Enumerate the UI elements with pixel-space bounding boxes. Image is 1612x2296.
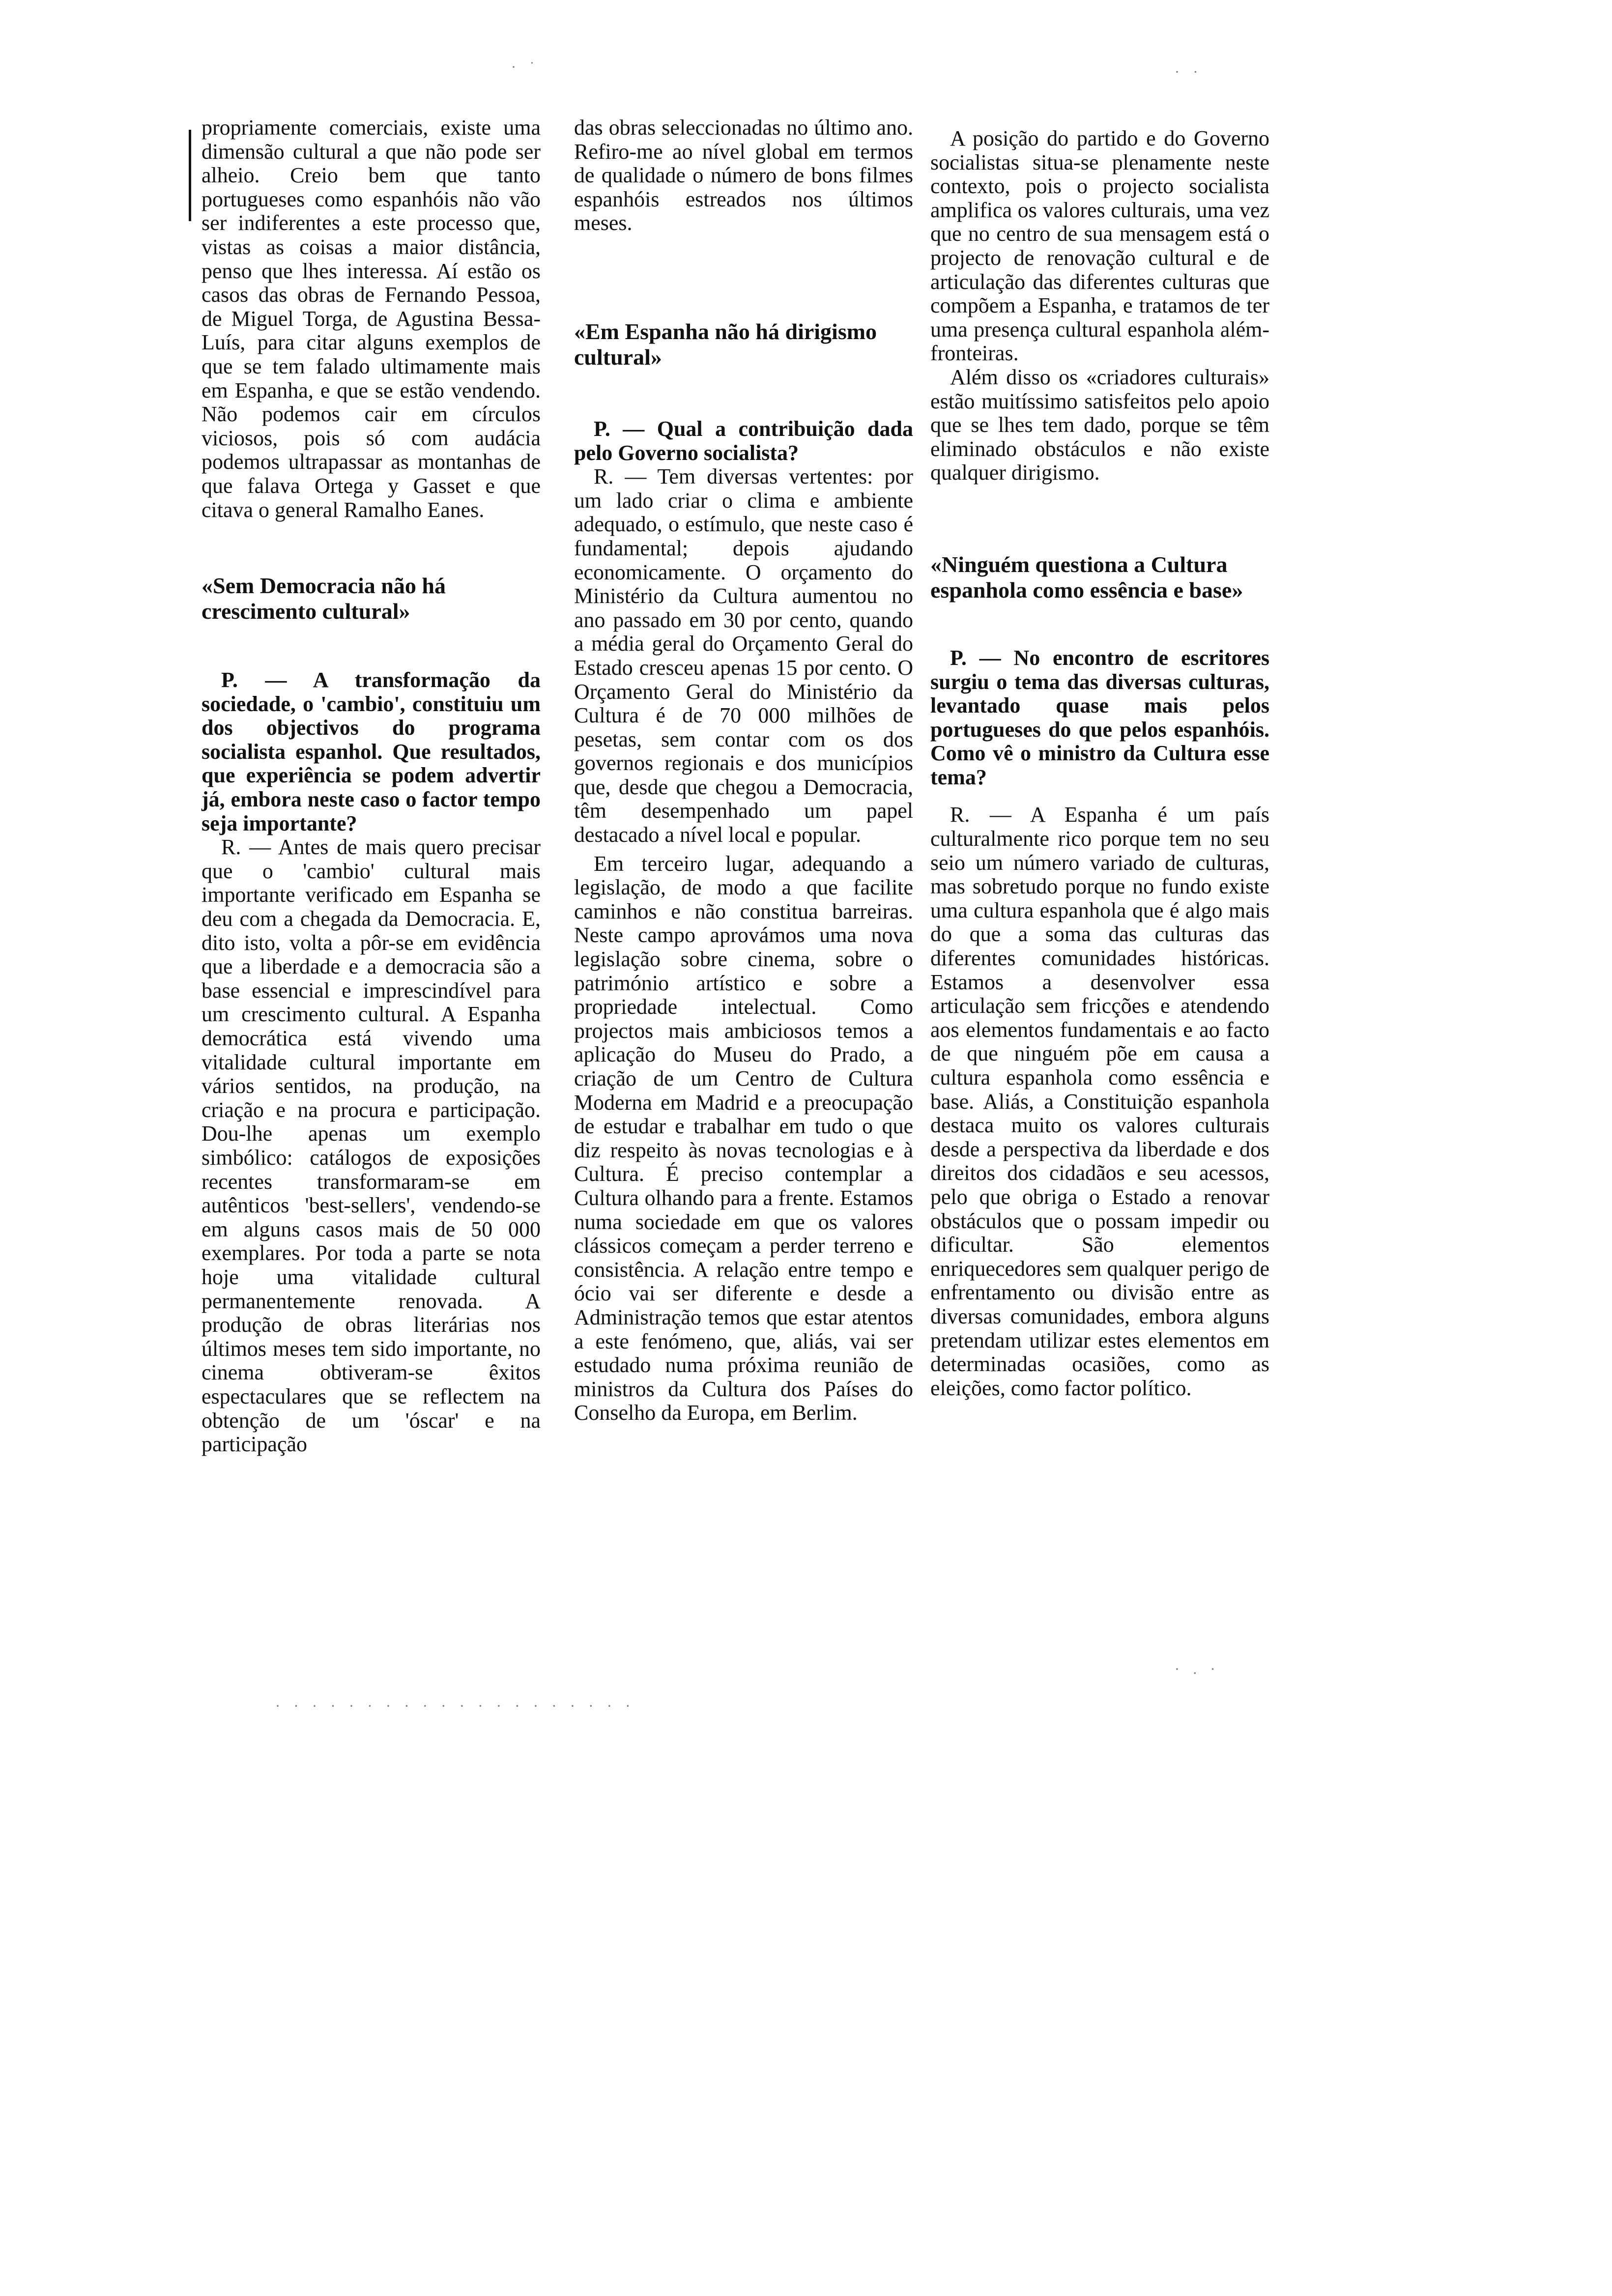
scan-noise: · · <box>1175 64 1203 80</box>
section-heading: «Sem Democracia não há crescimento cultural» <box>202 573 446 624</box>
section-heading: «Ninguém questiona a Cultura espanhola como essência e base» <box>930 551 1243 603</box>
section-heading: «Em Espanha não há dirigismo cultural» <box>574 318 877 370</box>
paragraph: Além disso os «criadores culturais» estão muitíssimo satisfeitos pelo apoio que se lhes tem dado, porque se têm eliminado obstáculos e não existe qualquer dirigismo. <box>930 365 1269 485</box>
interview-question: P. — No encontro de escritores surgiu o tema das diversas culturas, levantado quase mais pelos portugueses do que pelos espanhóis. Como vê o ministro da Cultura esse tema? <box>930 645 1269 789</box>
scan-noise: · . · <box>1175 1661 1220 1677</box>
interview-question: P. — Qual a contribuição dada pelo Governo socialista? <box>574 416 913 465</box>
interview-question: P. — A transformação da sociedade, o 'cambio', constituiu um dos objectivos do programa socialista espanhol. Que resultados, que experiência se podem advertir já, embora neste caso o factor tempo seja importante? <box>202 668 541 835</box>
article-column-1 <box>202 116 541 1457</box>
article-column-3 <box>930 127 1269 1400</box>
scan-noise: · · · · · · · · · · · · · · · · · · · · <box>275 1698 635 1714</box>
paragraph: Em terceiro lugar, adequando a legislação, de modo a que facilite caminhos e não constitua barreiras. Neste campo aprovámos uma nova legislação sobre cinema, sobre o património artístico e sobre a propriedade intelectual. Como projectos mais ambiciosos temos a aplicação do Museu do Prado, a criação de um Centro de Cultura Moderna em Madrid e a preocupação de estudar e trabalhar em tudo o que diz respeito às novas tecnologias e à Cultura. É preciso contemplar a Cultura olhando para a frente. Estamos numa sociedade em que os valores clássicos começam a perder terreno e consistência. A relação entre tempo e ócio vai ser diferente e desde a Administração temos que estar atentos a este fenómeno, que, aliás, vai ser estudado numa próxima reunião de ministros da Cultura dos Países do Conselho da Europa, em Berlim. <box>574 851 913 1425</box>
interview-answer: R. — Antes de mais quero precisar que o 'cambio' cultural mais importante verificado em Espanha se deu com a chegada da Democracia. E, dito isto, volta a pôr-se em evidência que a liberdade e a democracia são a base essencial e imprescindível para um crescimento cultural. A Espanha democrática está vivendo uma vitalidade cultural importante em vários sentidos, na produção, na criação e na procura e participação. Dou-lhe apenas um exemplo simbólico: catálogos de exposições recentes transformaram-se em autênticos 'best-sellers', vendendo-se em alguns casos mais de 50 000 exemplares. Por toda a parte se nota hoje uma vitalidade cultural permanentemente renovada. A produção de obras literárias nos últimos meses tem sido importante, no cinema obtiveram-se êxitos espectaculares que se reflectem na obtenção de um 'óscar' e na participação <box>202 835 541 1457</box>
margin-rule <box>189 130 191 221</box>
scan-noise: · ˙ <box>511 59 540 75</box>
paragraph: propriamente comerciais, existe uma dimensão cultural a que não pode ser alheio. Creio bem que tanto portugueses como espanhóis não vão ser indiferentes a este processo que, vistas as coisas a maior distância, penso que lhes interessa. Aí estão os casos das obras de Fernando Pessoa, de Miguel Torga, de Agustina Bessa-Luís, para citar alguns exemplos de que se tem falado ultimamente mais em Espanha, e que se estão vendendo. Não podemos cair em círculos viciosos, pois só com audácia podemos ultrapassar as montanhas de que falava Ortega y Gasset e que citava o general Ramalho Eanes. <box>202 115 541 522</box>
paragraph: A posição do partido e do Governo socialistas situa-se plenamente neste contexto, pois o projecto socialista amplifica os valores culturais, uma vez que no centro de sua mensagem está o projecto de renovação cultural e de articulação das diferentes culturas que compõem a Espanha, e tratamos de ter uma presença cultural espanhola além-fronteiras. <box>930 126 1269 366</box>
interview-answer: R. — A Espanha é um país culturalmente rico porque tem no seu seio um número variado de culturas, mas sobretudo porque no fundo existe uma cultura espanhola que é algo mais do que a soma das culturas das diferentes comunidades históricas. Estamos a desenvolver essa articulação sem fricções e atendendo aos elementos fundamentais e ao facto de que ninguém põe em causa a cultura espanhola como essência e base. Aliás, a Constituição espanhola destaca muito os valores culturais desde a perspectiva da liberdade e dos direitos dos cidadãos e seu acessos, pelo que obriga o Estado a renovar obstáculos que o possam impedir ou dificultar. São elementos enriquecedores sem qualquer perigo de enfrentamento ou divisão entre as diversas comunidades, embora alguns pretendam utilizar estes elementos em determinadas ocasiões, como as eleições, como factor político. <box>930 803 1269 1400</box>
article-column-2 <box>574 116 913 1425</box>
paragraph: das obras seleccionadas no último ano. Refiro-me ao nível global em termos de qualidade o número de bons filmes espanhóis estreados nos últimos meses. <box>574 115 913 235</box>
interview-answer: R. — Tem diversas vertentes: por um lado criar o clima e ambiente adequado, o estímulo, que neste caso é fundamental; depois ajudando economicamente. O orçamento do Ministério da Cultura aumentou no ano passado em 30 por cento, quando a média geral do Orçamento Geral do Estado cresceu apenas 15 por cento. O Orçamento Geral do Ministério da Cultura é de 70 000 milhões de pesetas, sem contar com os dos governos regionais e dos municípios que, desde que chegou a Democracia, têm desempenhado um papel destacado a nível local e popular. <box>574 464 913 847</box>
